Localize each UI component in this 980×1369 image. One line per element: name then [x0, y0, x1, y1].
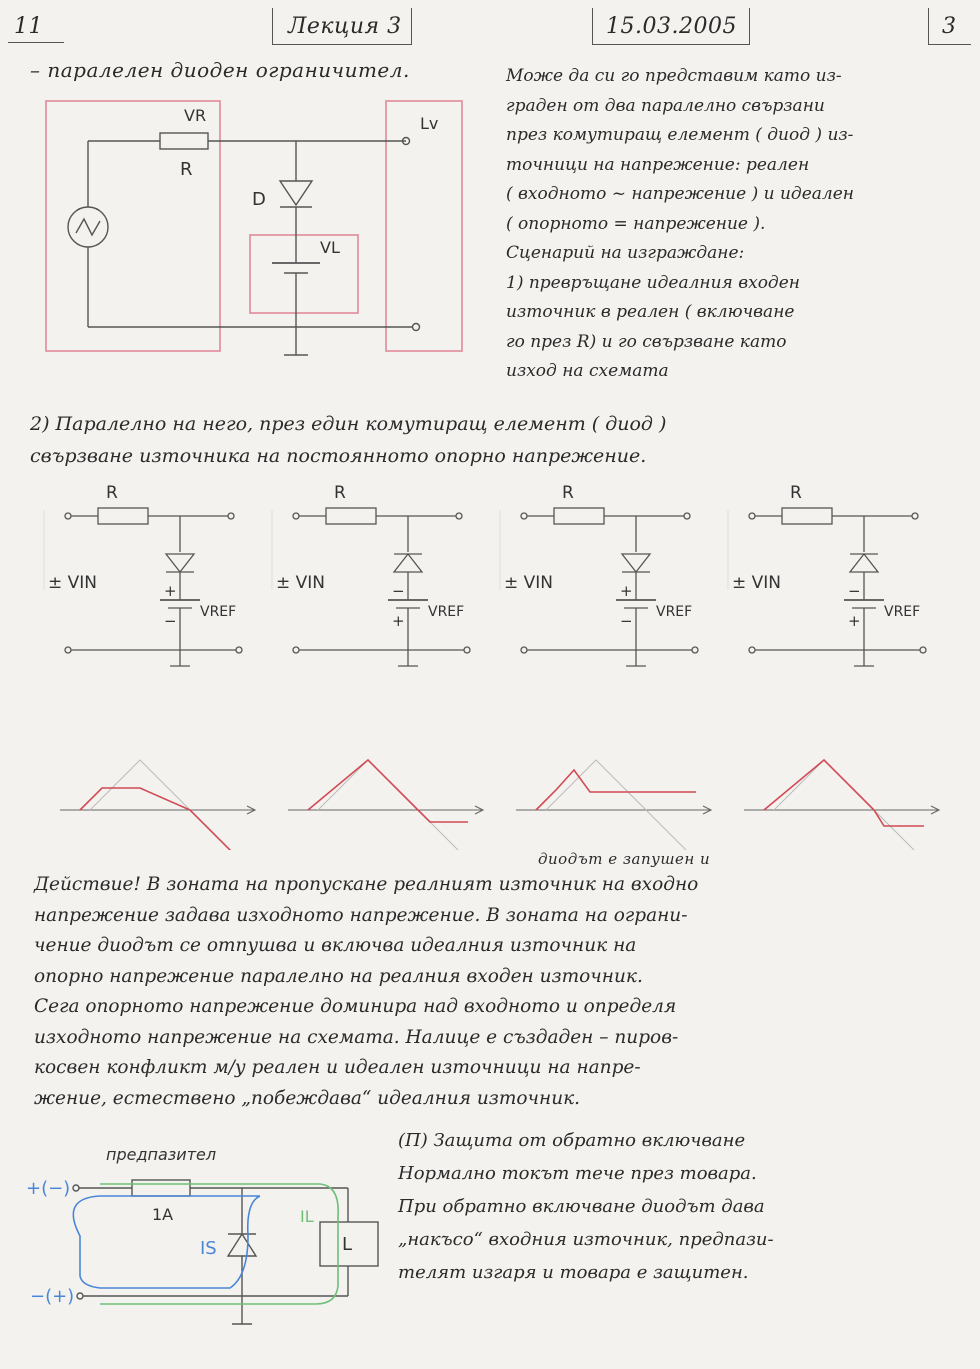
header-left-number: 11 [14, 14, 43, 39]
intro-right-text [506, 62, 966, 387]
action-paragraph [34, 870, 974, 1114]
intro-text-line: Сценарий на изграждане: [506, 243, 745, 263]
input-terminal [521, 513, 527, 519]
resistor-label: R [106, 483, 118, 503]
variant-circuit [268, 470, 490, 850]
intro-heading: – паралелен диоден ограничител. [30, 58, 410, 82]
output-terminal [456, 513, 462, 519]
ground-terminal [521, 647, 527, 653]
intro-text-line: Може да си го представим като из- [506, 66, 842, 86]
resistor-label: R [180, 159, 193, 180]
intro-text-line: го през R) и го свързване като [506, 331, 787, 352]
variant-circuit [40, 470, 262, 850]
output-terminal [684, 513, 690, 519]
input-terminal [749, 513, 755, 519]
header-title: Лекция 3 [288, 14, 402, 39]
ground-terminal [293, 647, 299, 653]
paragraph-line: Действие! В зоната на пропускане реалният източник на входно [34, 874, 699, 895]
load-current-loop [100, 1184, 338, 1304]
polarity-bottom: − [164, 612, 177, 630]
ground-out-terminal [464, 647, 470, 653]
output-terminal [228, 513, 234, 519]
intro-text-line: точници на напрежение: реален [506, 154, 810, 175]
protection-diode-symbol [228, 1234, 256, 1256]
paragraph-line: опорно напрежение паралелно на реалния входен източник. [34, 965, 643, 987]
ground-terminal [65, 647, 71, 653]
output-waveform [80, 788, 240, 850]
short-current-label: IS [200, 1238, 217, 1259]
header-right-box [928, 8, 971, 45]
resistor-label: R [334, 483, 346, 503]
resistor-symbol [782, 508, 832, 524]
diode-symbol [394, 554, 422, 572]
bottom-polarity-label: −(+) [30, 1286, 75, 1307]
current-rating: 1A [152, 1205, 174, 1224]
diode-symbol [850, 554, 878, 572]
note-line: При обратно включване диодът дава [398, 1196, 765, 1217]
paragraph-line: жение, естествено „побеждава“ идеалния източник. [34, 1087, 581, 1109]
output-waveform [308, 760, 468, 822]
intro-text-line: граден от два паралелно свързани [506, 95, 825, 116]
resistor-symbol [160, 133, 208, 149]
diode-symbol [166, 554, 194, 572]
input-label: ± VIN [732, 573, 782, 593]
reference-label: VREF [200, 604, 237, 620]
polarity-top: + [620, 582, 633, 600]
input-label: ± VIN [48, 573, 98, 593]
resistor-label: R [790, 483, 802, 503]
reference-label: VREF [884, 604, 921, 620]
reference-box [250, 235, 358, 313]
input-waveform [546, 760, 696, 850]
vr-label: VR [184, 106, 207, 125]
header-left-line [8, 42, 64, 43]
reference-label: VL [320, 238, 340, 257]
polarity-top: − [392, 582, 405, 600]
resistor-label: R [562, 483, 574, 503]
polarity-top: − [848, 582, 861, 600]
paragraph-line: напрежение задава изходното напрежение. В зоната на ограни- [34, 904, 688, 926]
variant-circuits-row [40, 470, 960, 870]
input-waveform [318, 760, 468, 850]
output-waveform [536, 770, 696, 810]
ground-out-terminal [920, 647, 926, 653]
note-line: „накъсо“ входния източник, предпази- [398, 1229, 774, 1250]
output-label: Lv [420, 114, 439, 133]
reverse-protection-circuit [20, 1136, 390, 1336]
variant-circuit [496, 470, 718, 850]
paragraph-line: косвен конфликт м/у реален и идеален източници на напре- [34, 1057, 641, 1078]
resistor-symbol [98, 508, 148, 524]
top-polarity-label: +(−) [26, 1178, 71, 1199]
fuse-label: предпазител [106, 1145, 217, 1164]
input-label: ± VIN [504, 573, 554, 593]
intro-text-line: ( опорното = напрежение ). [506, 213, 766, 234]
input-label: ± VIN [276, 573, 326, 593]
diode-symbol [280, 181, 312, 205]
note-above-paragraph: диодът е запушен и [538, 850, 711, 868]
polarity-bottom: + [392, 612, 405, 630]
diode-symbol [622, 554, 650, 572]
paragraph-line: чение диодът се отпушва и включва идеалния източник на [34, 935, 637, 956]
intro-text-line: 1) превръщане идеалния входен [506, 272, 800, 293]
ground-out-terminal [236, 647, 242, 653]
output-terminal [912, 513, 918, 519]
output-waveform [764, 760, 924, 826]
step-two-line: 2) Паралелно на него, през един комутиращ елемент ( диод ) [30, 413, 667, 435]
limiter-circuit-diagram [40, 95, 540, 455]
ground-out-terminal [692, 647, 698, 653]
step-two-line: свързване източника на постоянното опорно напрежение. [30, 445, 647, 467]
paragraph-line: изходното напрежение на схемата. Налице е създаден – пиров- [34, 1026, 679, 1048]
real-source-box [46, 101, 220, 351]
resistor-symbol [554, 508, 604, 524]
protection-note [398, 1124, 968, 1289]
ground-terminal [749, 647, 755, 653]
polarity-bottom: + [848, 612, 861, 630]
resistor-symbol [326, 508, 376, 524]
input-waveform [774, 760, 924, 850]
reference-label: VREF [428, 604, 465, 620]
note-line: (П) Защита от обратно включване [398, 1130, 746, 1151]
paragraph-line: Сега опорното напрежение доминира над входното и определя [34, 996, 677, 1017]
header-date: 15.03.2005 [606, 14, 737, 39]
intro-text-line: през комутиращ елемент ( диод ) из- [506, 125, 854, 145]
note-line: Нормално токът тече през товара. [398, 1163, 757, 1184]
input-terminal [65, 513, 71, 519]
note-line: телят изгаря и товара е защитен. [398, 1262, 749, 1283]
diode-label: D [252, 189, 266, 210]
intro-text-line: ( входното ~ напрежение ) и идеален [506, 184, 854, 204]
intro-text-line: изход на схемата [506, 361, 669, 381]
intro-text-line: източник в реален ( включване [506, 302, 795, 322]
load-current-label: IL [300, 1207, 314, 1226]
fuse-symbol [132, 1180, 190, 1196]
input-terminal [293, 513, 299, 519]
header-page-number: 3 [942, 14, 957, 39]
reference-label: VREF [656, 604, 693, 620]
variant-circuit [724, 470, 946, 850]
load-label: L [342, 1234, 353, 1255]
polarity-bottom: − [620, 612, 633, 630]
polarity-top: + [164, 582, 177, 600]
output-box [386, 101, 462, 351]
